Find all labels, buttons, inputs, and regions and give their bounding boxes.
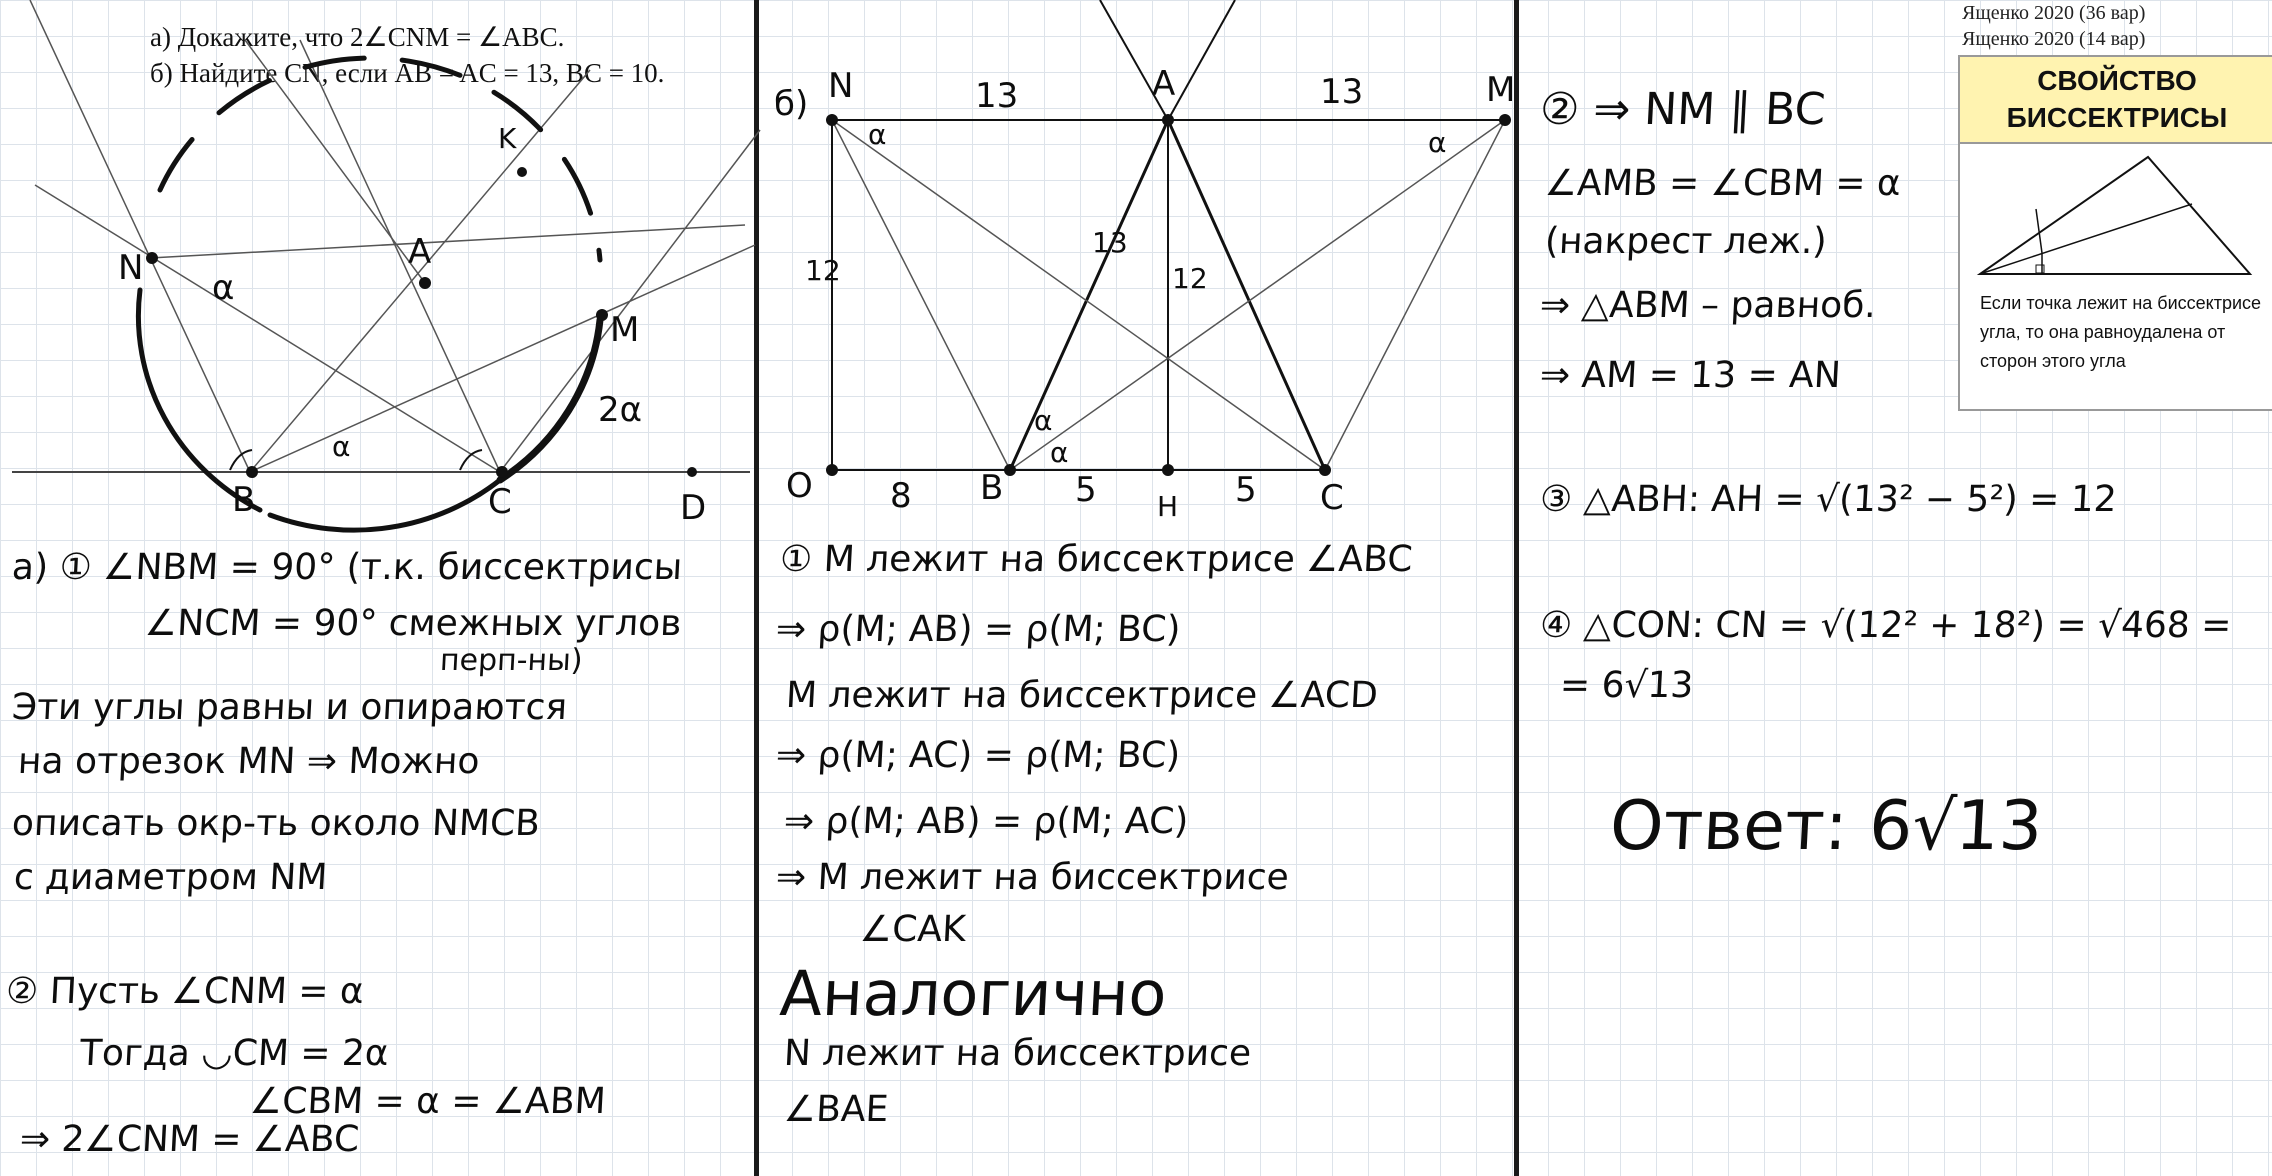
col2-line6: ⇒ M лежит на биссектрисе [774,857,1290,898]
col3-line8: = 6√13 [1558,665,1695,706]
fig1-label-A: A [408,232,432,272]
fig2-label-part-b: б) [774,84,809,124]
fig1-label-D: D [680,488,707,528]
fig2-label-5-left: 5 [1075,470,1097,510]
col1-step2-line1: ② Пусть ∠CNM = α [4,971,365,1012]
fig2-label-8: 8 [890,476,912,516]
col2-line4: ⇒ ρ(M; AC) = ρ(M; BC) [774,735,1182,776]
fig1-label-M: M [610,310,640,350]
fig2-label-H: H [1157,490,1179,523]
col1-step2-line3: ∠CBM = α = ∠ABM [248,1081,607,1122]
col2-line8: Аналогично [778,957,1169,1030]
col2-line5: ⇒ ρ(M; AB) = ρ(M; AC) [782,801,1190,842]
col1-step1-line2: ∠NCM = 90° смежных углов [143,603,683,644]
col3-line7: ④ △CON: CN = √(12² + 18²) = √468 = [1538,605,2233,646]
fig2-label-alpha-B1: α [1034,404,1053,437]
fig2-label-5-right: 5 [1235,470,1257,510]
col1-step1-line5: на отрезок MN ⇒ Можно [16,741,481,782]
col1-step1-line6: описать окр-ть около NMCB [10,803,541,844]
col2-line7: ∠CAK [858,909,967,950]
fig2-label-O: O [786,466,813,506]
fig1-label-alpha-N: α [212,268,235,308]
col2-line9: N лежит на биссектрисе [782,1033,1253,1074]
col2-line3: M лежит на биссектрисе ∠ACD [784,675,1379,716]
fig1-label-C: C [488,482,512,522]
col3-line5: ⇒ AM = 13 = AN [1538,355,1842,396]
fig2-label-12-left: 12 [805,254,841,287]
fig2-label-12-mid: 12 [1172,262,1208,295]
fig1-label-B: B [232,480,256,520]
col3-line3: (накрест леж.) [1543,221,1828,262]
col1-step1-line3: перп-ны) [439,643,584,678]
col1-step2-line4: ⇒ 2∠CNM = ∠ABC [18,1119,361,1160]
fig2-label-N: N [828,66,854,106]
col1-step1-line4: Эти углы равны и опираются [10,687,569,728]
fig2-label-B: B [980,468,1004,508]
col1-step2-line2: Тогда ◡CM = 2α [78,1033,390,1074]
fig2-label-13-right: 13 [1320,72,1364,112]
card-title-line1: СВОЙСТВО [2037,65,2197,97]
card-description: Если точка лежит на биссектрисе угла, то она равноудалена от сторон этого угла [1980,293,2262,371]
figure-rectangle-construction [0,0,1520,520]
sidebar-reference-2[interactable]: Ященко 2020 (14 вар) [1962,28,2146,50]
card-title-line2: БИССЕКТРИСЫ [2006,101,2228,133]
sidebar-reference-1[interactable]: Ященко 2020 (36 вар) [1962,2,2146,24]
fig2-label-alpha-M: α [1428,126,1447,159]
fig2-label-M: M [1486,70,1516,110]
bisector-property-card [1958,55,2272,411]
fig2-label-A: A [1152,64,1176,104]
problem-part-b: б) Найдите CN, если AB = AC = 13, BC = 10. [150,58,665,88]
fig2-label-13-left: 13 [975,76,1019,116]
card-triangle-figure [1970,149,2260,284]
col3-line1: ② ⇒ NM ∥ BC [1538,84,1827,135]
fig1-label-N: N [118,248,144,288]
fig2-label-alpha-B2: α [1050,436,1069,469]
col3-line6: ③ △ABH: AH = √(13² − 5²) = 12 [1538,479,2118,520]
col2-line2: ⇒ ρ(M; AB) = ρ(M; BC) [774,609,1182,650]
fig1-label-K: K [498,122,517,155]
col3-line4: ⇒ △ABM – равноб. [1538,285,1877,326]
fig1-label-2alpha: 2α [598,390,643,430]
fig2-label-13-AB: 13 [1092,226,1128,259]
col1-step1-line1: а) ① ∠NBM = 90° (т.к. биссектрисы [10,547,684,588]
col3-answer: Ответ: 6√13 [1607,787,2045,866]
col2-line10: ∠BAE [782,1089,890,1130]
fig1-label-alpha-B: α [332,430,351,463]
card-title [1960,57,2272,144]
col1-step1-line7: с диаметром NM [12,857,329,898]
col3-line2: ∠AMB = ∠CBM = α [1543,163,1902,204]
fig2-label-alpha-N: α [868,118,887,151]
problem-part-a: а) Докажите, что 2∠CNM = ∠ABC. [150,22,565,52]
fig2-label-C: C [1320,478,1344,518]
col2-line1: ① M лежит на биссектрисе ∠ABC [778,539,1414,580]
